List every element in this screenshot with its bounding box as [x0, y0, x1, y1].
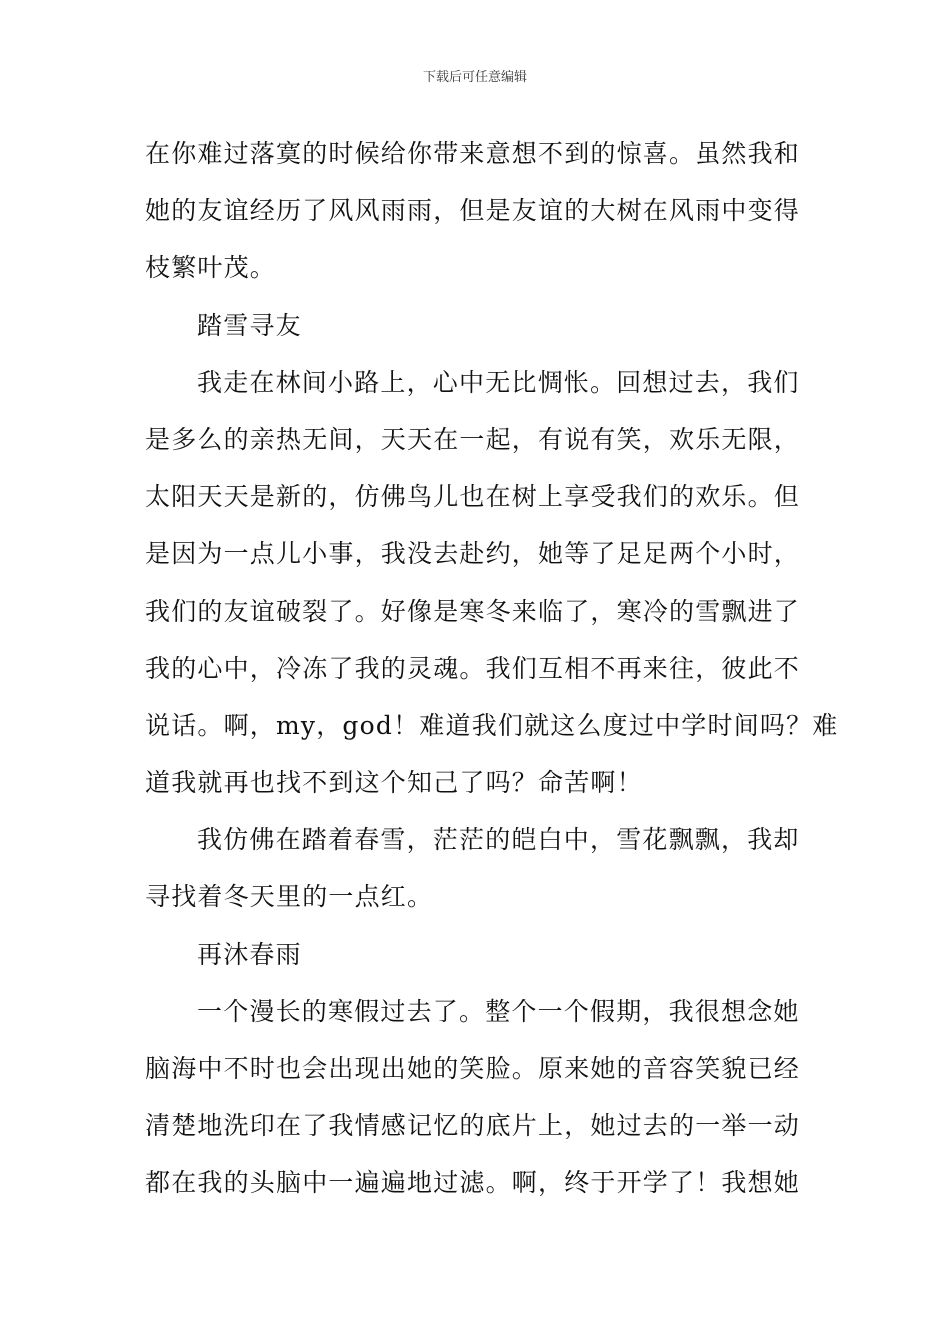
text-line: 清楚地洗印在了我情感记忆的底片上，她过去的一举一动	[145, 1111, 801, 1141]
text-line: 我仿佛在踏着春雪，茫茫的皑白中，雪花飘飘，我却	[197, 825, 800, 855]
text-line: 脑海中不时也会出现出她的笑脸。原来她的音容笑貌已经	[145, 1054, 801, 1083]
page-header: 下载后可任意编辑	[422, 70, 527, 85]
text-line: 是因为一点儿小事，我没去赴约，她等了足足两个小时，	[145, 539, 801, 569]
text-line: 太阳天天是新的，仿佛鸟儿也在树上享受我们的欢乐。但	[145, 482, 801, 512]
text-line: 她的友谊经历了风风雨雨，但是友谊的大树在风雨中变得	[145, 196, 801, 226]
text-line: 寻找着冬天里的一点红。	[145, 882, 434, 912]
text-line: 我的心中，冷冻了我的灵魂。我们互相不再来往，彼此不	[145, 653, 801, 683]
text-line: 我走在林间小路上，心中无比惆怅。回想过去，我们	[197, 367, 800, 397]
text-line: 是多么的亲热无间，天天在一起，有说有笑，欢乐无限，	[145, 424, 801, 454]
text-line: 在你难过落寞的时候给你带来意想不到的惊喜。虽然我和	[145, 139, 801, 168]
text-line: 枝繁叶茂。	[145, 253, 277, 283]
text-line: 都在我的头脑中一遍遍地过滤。啊，终于开学了！我想她	[145, 1168, 801, 1198]
text-line: 说话。啊，my，god！难道我们就这么度过中学时间吗？难	[145, 710, 839, 740]
section-heading: 再沐春雨	[197, 939, 302, 969]
text-line: 一个漫长的寒假过去了。整个一个假期，我很想念她	[197, 996, 800, 1026]
text-line: 道我就再也找不到这个知己了吗？命苦啊！	[145, 768, 643, 798]
text-line: 我们的友谊破裂了。好像是寒冬来临了，寒冷的雪飘进了	[145, 596, 801, 626]
document-body	[145, 130, 839, 1217]
section-heading: 踏雪寻友	[197, 310, 302, 340]
